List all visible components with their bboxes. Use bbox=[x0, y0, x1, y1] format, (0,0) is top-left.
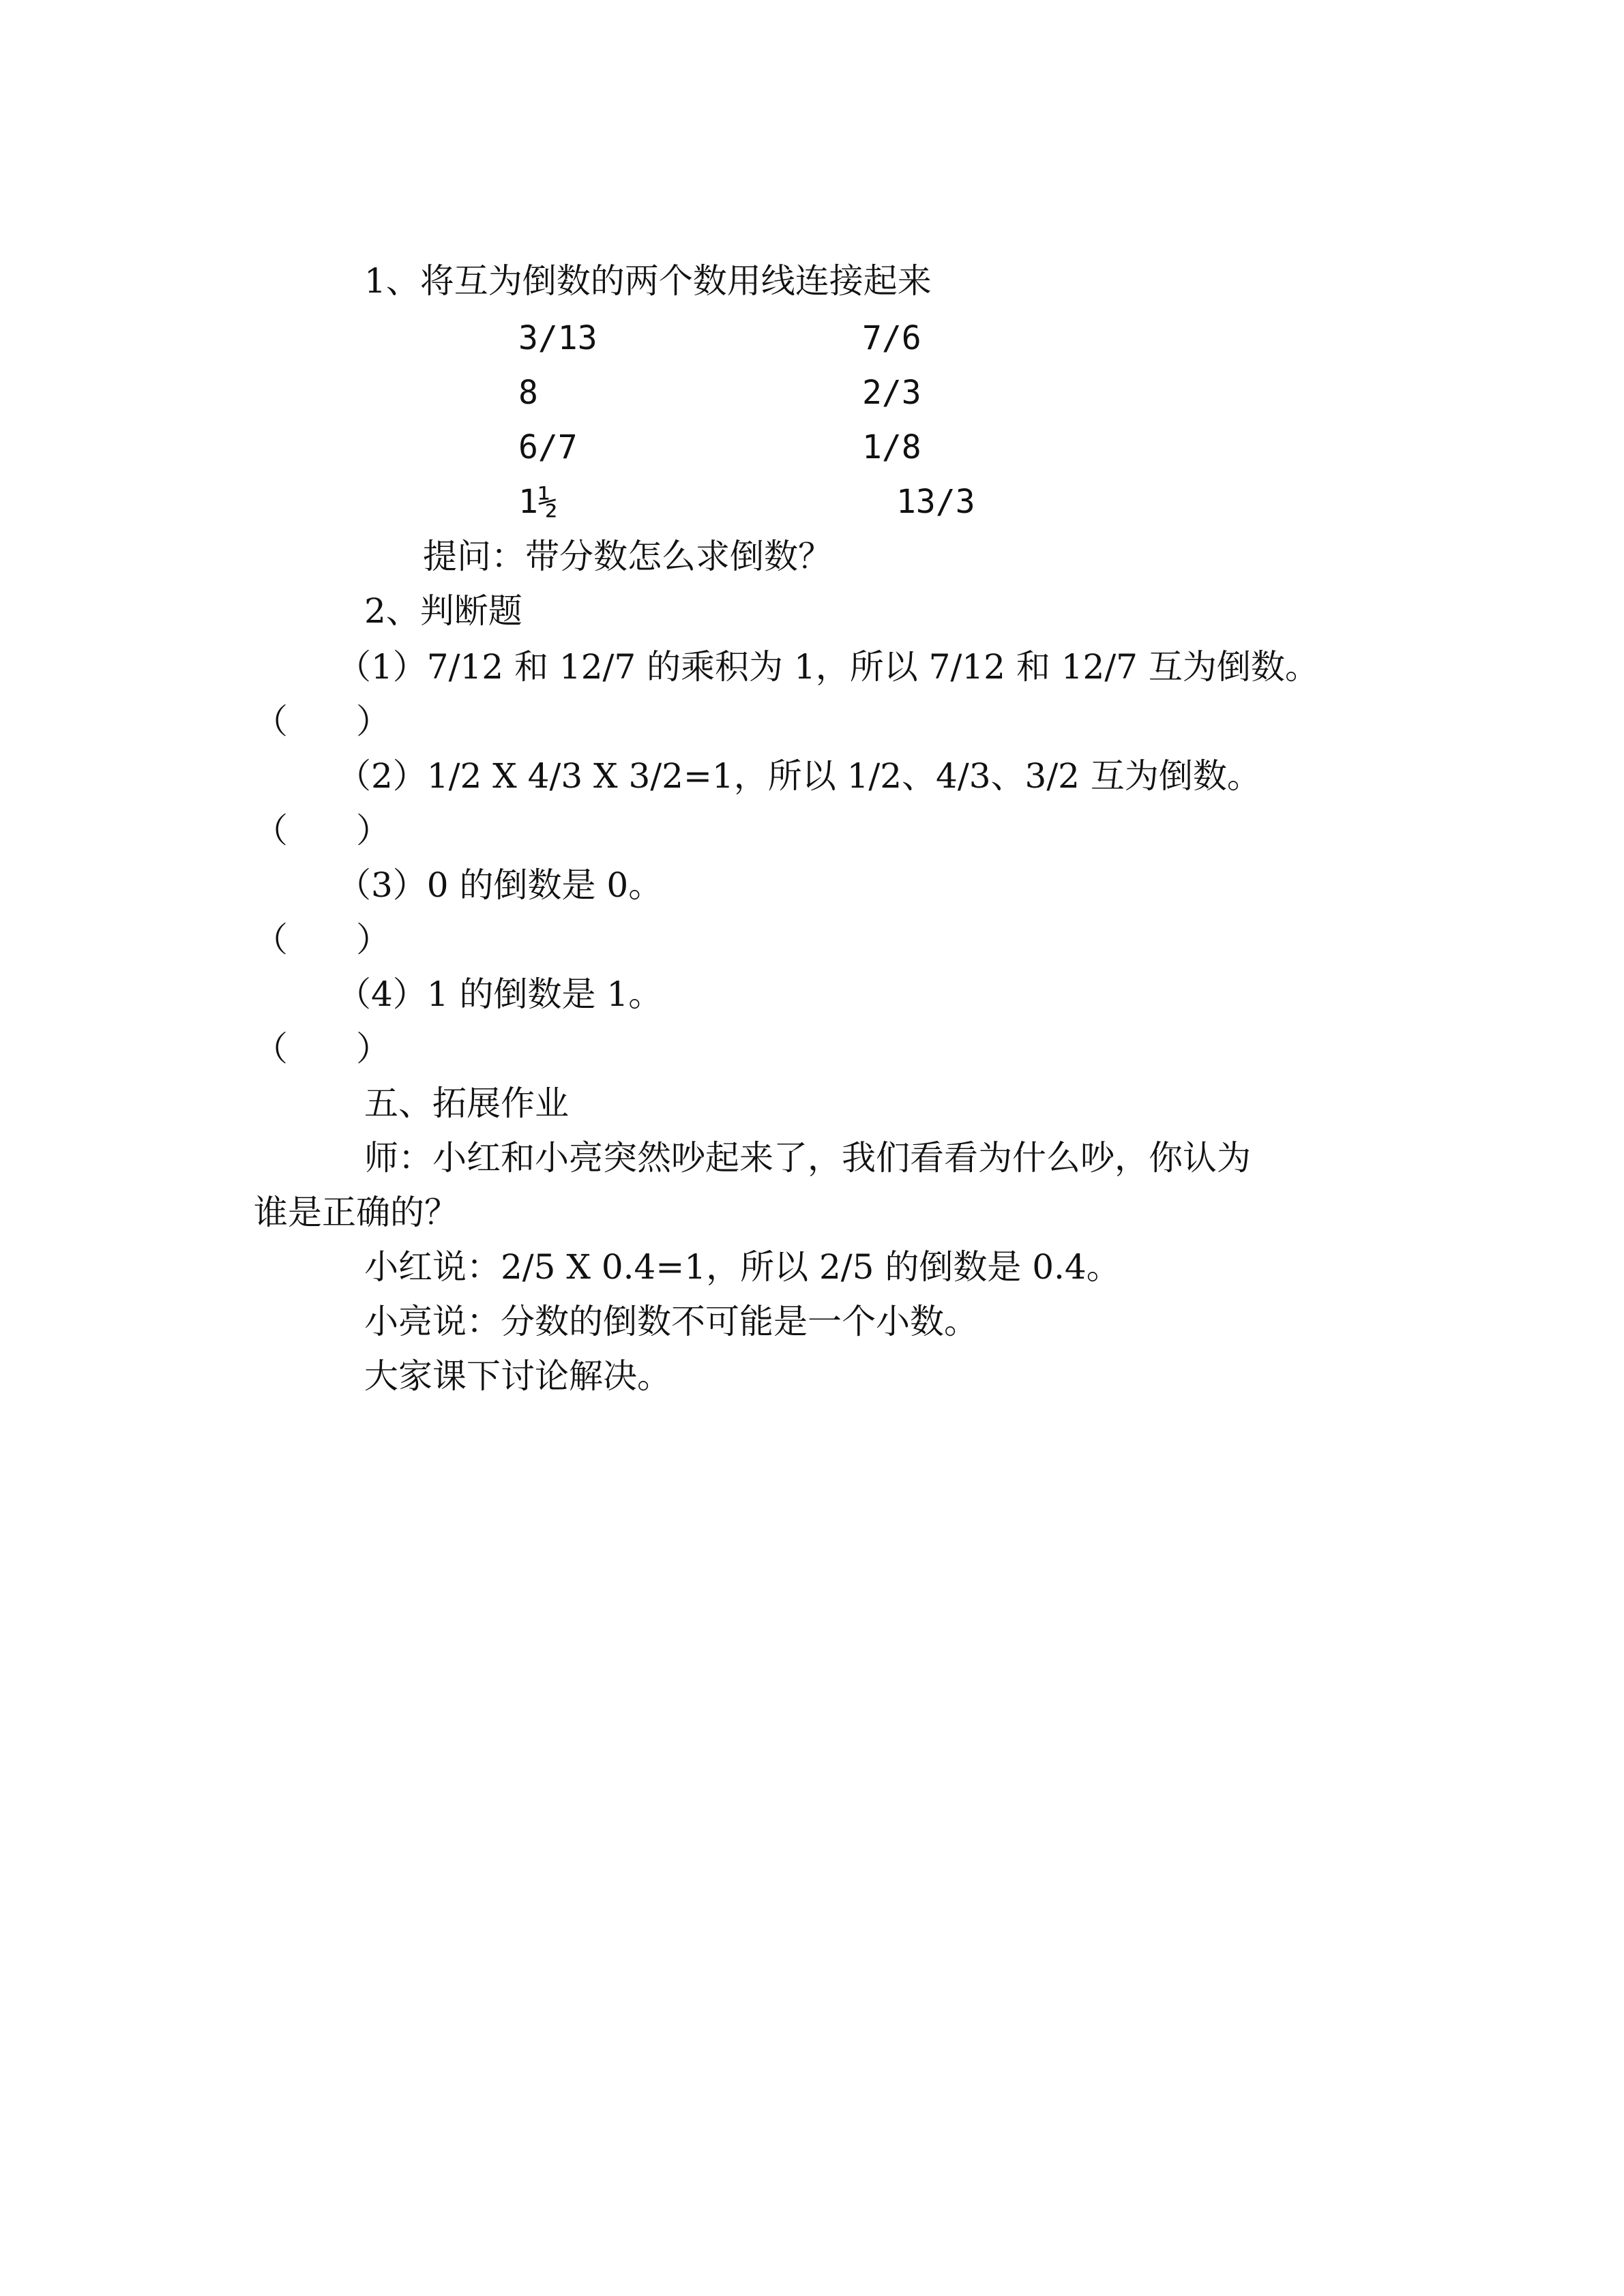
q1-heading: 1、将互为倒数的两个数用线连接起来 bbox=[364, 261, 932, 301]
left-number: 3/13 bbox=[518, 319, 597, 357]
q1-prompt: 提问：带分数怎么求倒数？ bbox=[423, 537, 832, 576]
judgement-item: （1）7/12 和 12/7 的乘积为 1，所以 7/12 和 12/7 互为倒数。 bbox=[337, 647, 1319, 687]
left-number: 1½ bbox=[518, 483, 558, 521]
right-number: 2/3 bbox=[862, 374, 921, 412]
xiaohong-line: 小红说：2/5 X 0.4=1，所以 2/5 的倒数是 0.4。 bbox=[364, 1247, 1121, 1287]
right-number: 7/6 bbox=[862, 319, 921, 357]
right-number: 13/3 bbox=[896, 483, 975, 521]
answer-blank: （ ） bbox=[254, 811, 390, 850]
teacher-line-continued: 谁是正确的？ bbox=[254, 1193, 458, 1232]
xiaoliang-line: 小亮说：分数的倒数不可能是一个小数。 bbox=[364, 1302, 978, 1341]
right-number: 1/8 bbox=[862, 428, 921, 466]
closing-line: 大家课下讨论解决。 bbox=[364, 1356, 671, 1396]
answer-blank: （ ） bbox=[254, 920, 390, 959]
answer-blank: （ ） bbox=[254, 702, 390, 741]
q2-heading: 2、判断题 bbox=[364, 591, 522, 631]
answer-blank: （ ） bbox=[254, 1029, 390, 1069]
left-number: 6/7 bbox=[518, 428, 578, 466]
left-number: 8 bbox=[518, 374, 538, 412]
teacher-line: 师：小红和小亮突然吵起来了，我们看看为什么吵，你认为 bbox=[364, 1138, 1251, 1178]
judgement-item: （4）1 的倒数是 1。 bbox=[337, 974, 663, 1014]
section5-heading: 五、拓展作业 bbox=[364, 1084, 569, 1123]
judgement-item: （2）1/2 X 4/3 X 3/2=1，所以 1/2、4/3、3/2 互为倒数。 bbox=[337, 756, 1261, 796]
judgement-item: （3）0 的倒数是 0。 bbox=[337, 865, 663, 905]
